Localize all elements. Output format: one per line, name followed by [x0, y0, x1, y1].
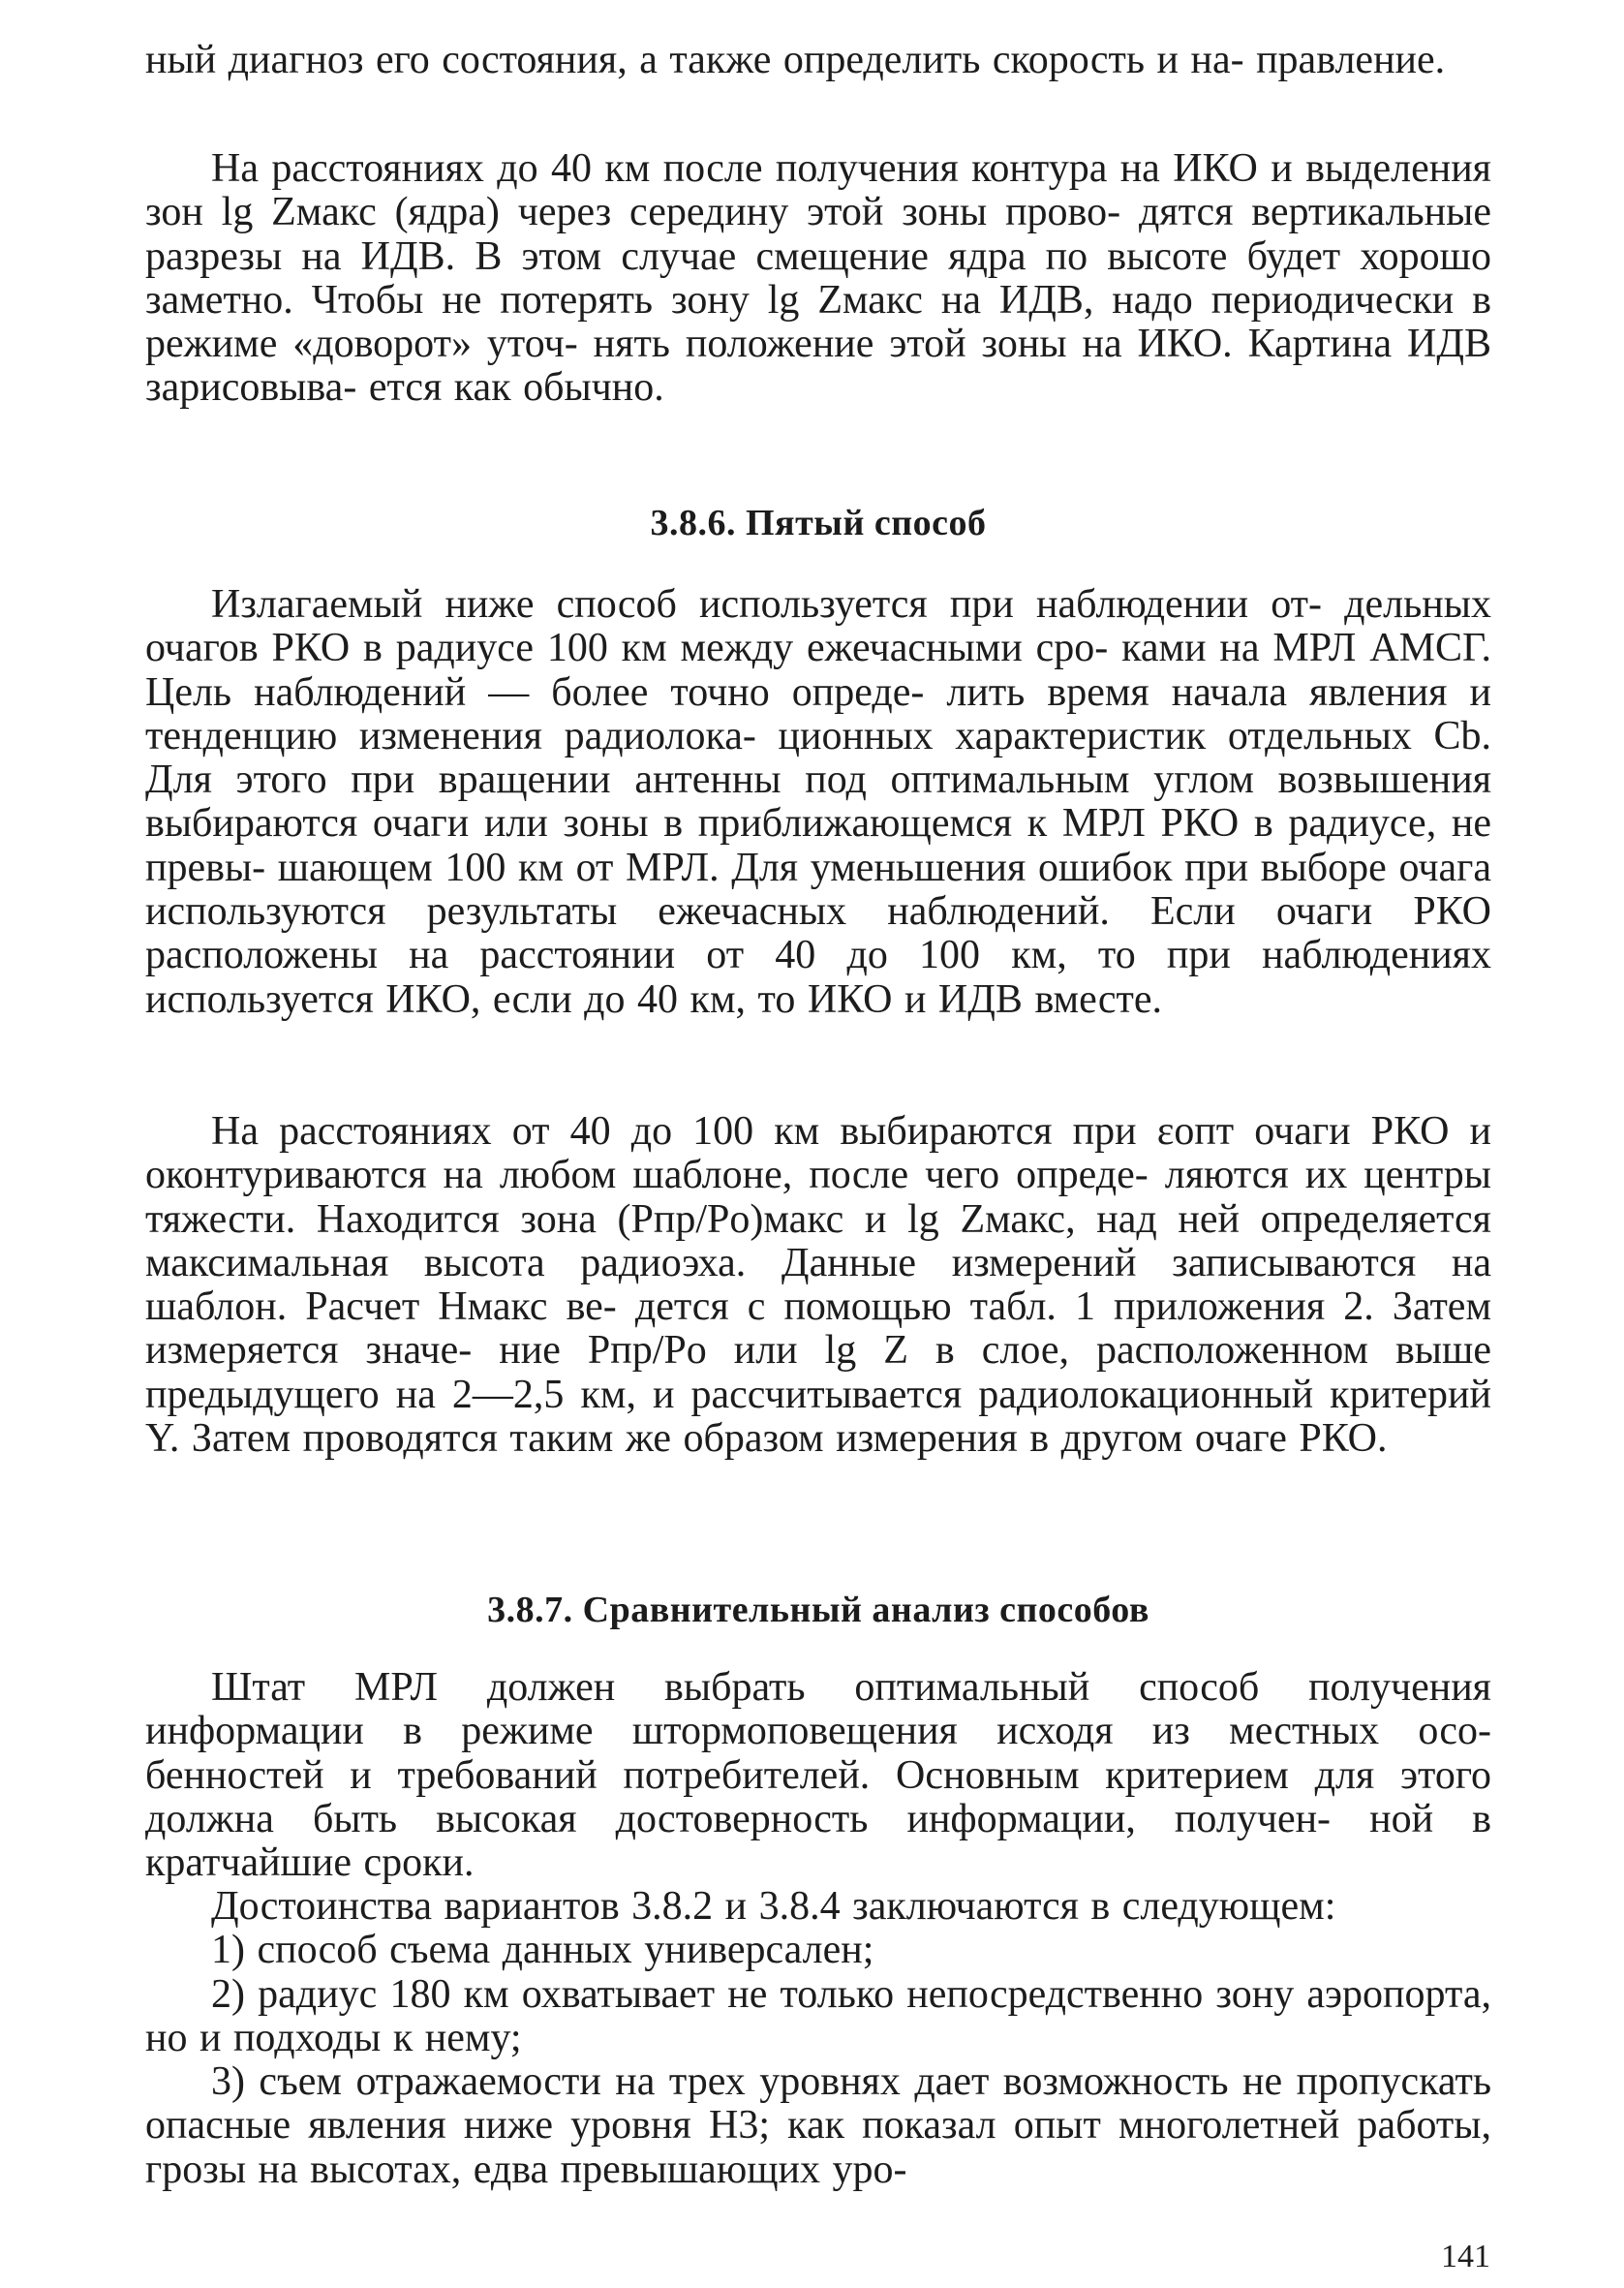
- text-line: Затем проводятся таким же образом измерения в другом очаге: [191, 1416, 1287, 1462]
- paragraph-text: [145, 147, 1491, 411]
- text-line: 1) способ съема данных универсален;: [211, 1928, 874, 1972]
- text-line: правление.: [1256, 38, 1446, 82]
- text-line: 3) съем отражаемости на трех уровнях дает возможность не: [211, 2059, 1283, 2104]
- text-line: дется с помощью табл. 1 приложения 2. Затем измеряется значе-: [145, 1284, 1492, 1374]
- page-number: 141: [1441, 2239, 1490, 2274]
- text-line: На расстояниях от 40 до 100 км выбираются при εопт очаги: [211, 1109, 1351, 1154]
- text-line: РКО.: [1299, 1416, 1388, 1462]
- paragraph-text: [145, 39, 1491, 82]
- text-line: аэропорта, но и подходы к нему;: [145, 1972, 1491, 2061]
- text-line: или зоны в приближающемся к МРЛ РКО в радиусе, не превы-: [145, 801, 1491, 890]
- list-item-2: [145, 1973, 1491, 2061]
- text-line: очаги РКО расположены на расстоянии от 40 до 100 км, то при: [145, 889, 1491, 978]
- text-line: ной в кратчайшие сроки.: [145, 1796, 1491, 1886]
- text-line: многолетней работы, грозы на высотах, едва превышающих уро-: [145, 2103, 1491, 2192]
- text-line: вместе.: [1034, 976, 1162, 1022]
- text-line: этого должна быть высокая достоверность информации, получен-: [145, 1752, 1492, 1841]
- paragraph-text: [145, 2060, 1491, 2192]
- paragraph-text: [145, 1973, 1491, 2061]
- text-line: нять положение этой зоны на ИКО. Картина ИДВ зарисовыва-: [145, 322, 1491, 411]
- text-line: на 2—2,5 км, и рассчитывается радиолокационный критерий Y.: [145, 1372, 1492, 1462]
- text-line: наблюдениях используется ИКО, если до 40 км, то ИКО и ИДВ: [145, 933, 1492, 1022]
- text-line: выделения зон lg Zмакс (ядра) через середину этой зоны прово-: [145, 146, 1491, 235]
- text-line: ядра по высоте будет хорошо заметно. Чтобы не потерять зону: [145, 233, 1492, 323]
- text-line: РКО и оконтуриваются на любом шаблоне, после чего опреде-: [145, 1109, 1492, 1198]
- text-line: Данные измерений записываются на шаблон. Расчет Hмакс ве-: [145, 1240, 1491, 1330]
- paragraph-continuation: [145, 39, 1491, 82]
- text-line: бенностей и требований потребителей. Основным критерием для: [145, 1752, 1375, 1798]
- paragraph-text: [145, 1885, 1491, 1929]
- paragraph-distance-measure: [145, 1110, 1491, 1461]
- text-line: На расстояниях до 40 км после получения контура на ИКО и: [211, 146, 1293, 191]
- text-line: дятся вертикальные разрезы на ИДВ. В этом случае смещение: [145, 190, 1492, 279]
- section-heading-3-8-7: 3.8.7. Сравнительный анализ способов: [487, 1590, 1149, 1630]
- paragraph-ikov-idv: [145, 147, 1491, 411]
- paragraph-text: [145, 1110, 1491, 1461]
- text-line: пропускать опасные явления ниже уровня H3; как показал опыт: [145, 2059, 1491, 2149]
- paragraph-fifth-method: [145, 583, 1491, 1022]
- text-line: Штат МРЛ должен выбрать оптимальный способ получения: [211, 1665, 1491, 1710]
- list-item-1: [145, 1929, 1491, 1972]
- text-line: шающем 100 км от МРЛ. Для уменьшения ошибок при выборе: [277, 845, 1387, 890]
- text-line: ется как обычно.: [368, 365, 664, 411]
- section-heading-3-8-6: 3.8.6. Пятый способ: [650, 503, 987, 543]
- text-line: lg Zмакс на ИДВ, надо периодически в режиме «доворот» уточ-: [145, 277, 1492, 367]
- text-line: ляются их центры тяжести. Находится зона (Pпр/Pо)макс и: [145, 1153, 1491, 1242]
- list-item-3: [145, 2060, 1491, 2192]
- paragraph-text: [145, 1929, 1491, 1972]
- paragraph-advantages: [145, 1885, 1491, 1929]
- text-line: информации в режиме штормоповещения исходя из местных осо-: [145, 1709, 1491, 1754]
- text-line: Излагаемый ниже способ используется при наблюдении от-: [211, 582, 1323, 627]
- text-line: ционных характеристик отдельных Cb. Для этого при вращении: [145, 713, 1492, 803]
- text-line: очага используются результаты ежечасных наблюдений. Если: [145, 845, 1492, 935]
- text-line: ние Pпр/Pо или lg Z в слое, расположенном выше предыдущего: [145, 1328, 1491, 1417]
- text-line: Достоинства вариантов 3.8.2 и 3.8.4 заключаются в следующем:: [211, 1884, 1336, 1929]
- text-line: ный диагноз его состояния, а также определить скорость и на-: [145, 38, 1244, 82]
- text-line: лить время начала явления и тенденцию изменения радиолока-: [145, 669, 1492, 758]
- text-line: ками на МРЛ АМСГ. Цель наблюдений — более точно опреде-: [145, 626, 1491, 715]
- paragraph-text: [145, 1666, 1491, 1885]
- paragraph-text: [145, 583, 1491, 1022]
- text-line: дельных очагов РКО в радиусе 100 км между ежечасными сро-: [145, 582, 1491, 671]
- text-line: 2) радиус 180 км охватывает не только непосредственно зону: [211, 1972, 1295, 2017]
- paragraph-comparative: [145, 1666, 1491, 1885]
- text-line: lg Zмакс, над ней определяется максимальная высота радиоэха.: [145, 1196, 1491, 1285]
- text-line: антенны под оптимальным углом возвышения выбираются очаги: [145, 758, 1492, 847]
